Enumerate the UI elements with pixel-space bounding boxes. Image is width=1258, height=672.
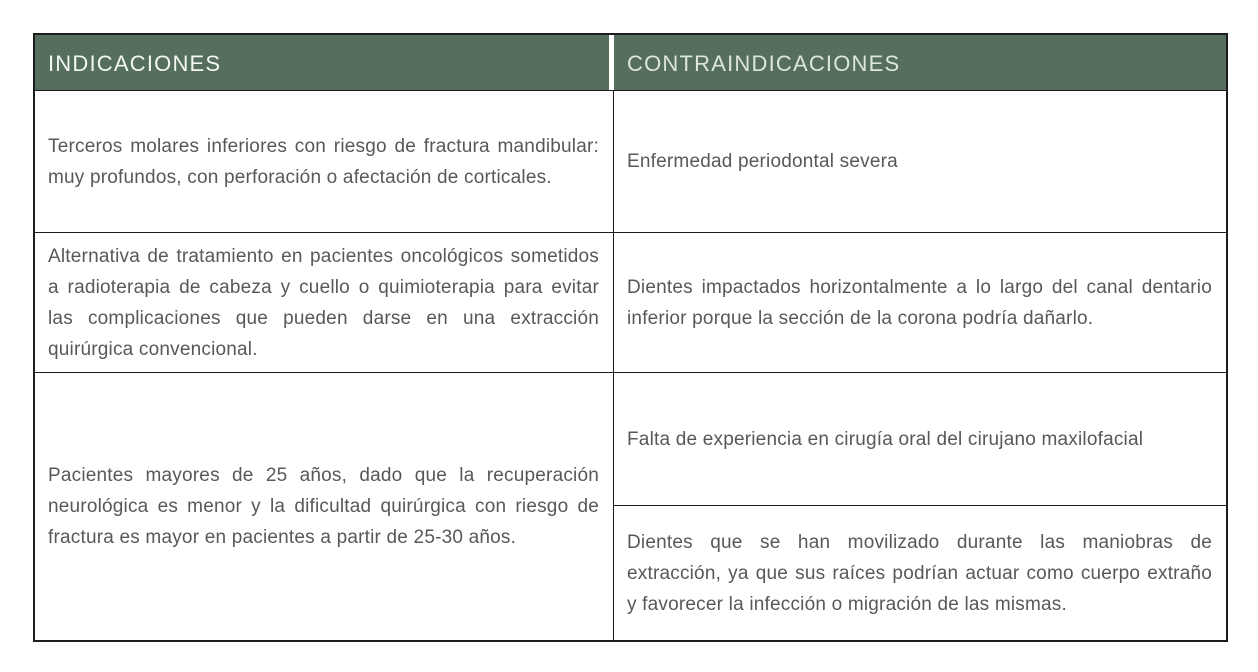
contraindicacion-row2-text: Dientes impactados horizontalmente a lo largo del canal dentario inferior porque la sección de la corona podría dañarlo. (627, 276, 1212, 329)
header-label-contraindicaciones: CONTRAINDICACIONES (627, 50, 901, 76)
cell-contraindicacion-row3a (614, 372, 1226, 505)
cell-indicacion-row2 (35, 232, 614, 372)
indicacion-row1-text: Terceros molares inferiores con riesgo de fractura mandibular: muy profundos, con perforación o afectación de corticales. (48, 135, 599, 188)
contraindicacion-row3a-text: Falta de experiencia en cirugía oral del cirujano maxilofacial (627, 428, 1144, 450)
cell-contraindicacion-row3b (614, 505, 1226, 640)
cell-indicacion-row3 (35, 372, 614, 640)
header-label-indicaciones: INDICACIONES (48, 50, 222, 76)
table-header-indicaciones (35, 35, 614, 90)
contraindicacion-row1-text: Enfermedad periodontal severa (627, 151, 898, 172)
cell-indicacion-row1 (35, 90, 614, 232)
contraindicacion-row3b-text: Dientes que se han movilizado durante las maniobras de extracción, ya que sus raíces podrían actuar como cuerpo extraño y favorecer la infección o migración de las mismas. (627, 531, 1212, 615)
table-header-contraindicaciones (614, 35, 1226, 90)
indicacion-row3-text: Pacientes mayores de 25 años, dado que la recuperación neurológica es menor y la dificultad quirúrgica con riesgo de fractura es mayor en pacientes a partir de 25-30 años. (48, 465, 599, 548)
cell-contraindicacion-row2 (614, 232, 1226, 372)
indicaciones-contraindicaciones-table (33, 33, 1228, 642)
cell-contraindicacion-row1 (614, 90, 1226, 232)
indicacion-row2-text: Alternativa de tratamiento en pacientes oncológicos sometidos a radioterapia de cabeza y cuello o quimioterapia para evitar las complicaciones que pueden darse en una extracción quirúrgica convencional. (48, 245, 599, 360)
